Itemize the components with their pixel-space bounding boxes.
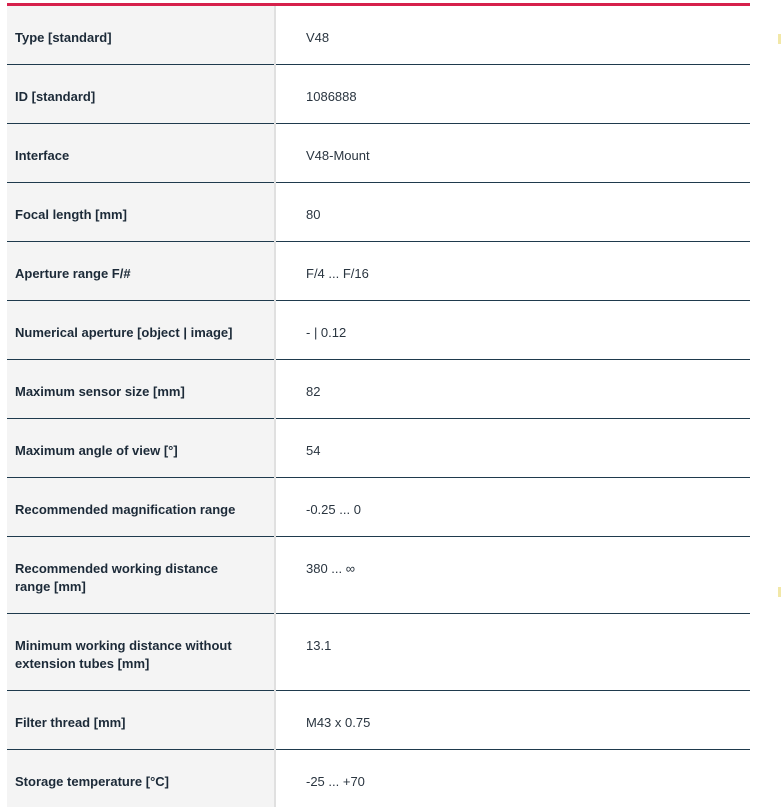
spec-label: Type [standard] bbox=[7, 5, 275, 65]
table-row bbox=[7, 614, 750, 691]
table-row bbox=[7, 478, 750, 537]
spec-value: - | 0.12 bbox=[275, 301, 750, 360]
table-row bbox=[7, 242, 750, 301]
spec-label: Recommended working distance range [mm] bbox=[7, 537, 275, 614]
spec-label: Focal length [mm] bbox=[7, 183, 275, 242]
table-row bbox=[7, 301, 750, 360]
table-row bbox=[7, 750, 750, 807]
spec-value: M43 x 0.75 bbox=[275, 691, 750, 750]
spec-value: 82 bbox=[275, 360, 750, 419]
spec-table bbox=[7, 3, 750, 807]
spec-value: -25 ... +70 bbox=[275, 750, 750, 807]
table-row bbox=[7, 691, 750, 750]
spec-label: Maximum sensor size [mm] bbox=[7, 360, 275, 419]
spec-label: Numerical aperture [object | image] bbox=[7, 301, 275, 360]
spec-label: Aperture range F/# bbox=[7, 242, 275, 301]
spec-label: Filter thread [mm] bbox=[7, 691, 275, 750]
spec-value: V48-Mount bbox=[275, 124, 750, 183]
spec-value: V48 bbox=[275, 5, 750, 65]
table-row bbox=[7, 419, 750, 478]
table-row bbox=[7, 124, 750, 183]
spec-value: 1086888 bbox=[275, 65, 750, 124]
spec-label: Maximum angle of view [°] bbox=[7, 419, 275, 478]
table-row bbox=[7, 360, 750, 419]
spec-value: F/4 ... F/16 bbox=[275, 242, 750, 301]
table-row bbox=[7, 65, 750, 124]
spec-value: 13.1 bbox=[275, 614, 750, 691]
table-row bbox=[7, 537, 750, 614]
spec-value: 380 ... ∞ bbox=[275, 537, 750, 614]
spec-label: Interface bbox=[7, 124, 275, 183]
spec-label: Minimum working distance without extension tubes [mm] bbox=[7, 614, 275, 691]
spec-label: Storage temperature [°C] bbox=[7, 750, 275, 807]
table-row bbox=[7, 183, 750, 242]
table-row bbox=[7, 5, 750, 65]
spec-label: ID [standard] bbox=[7, 65, 275, 124]
spec-value: 80 bbox=[275, 183, 750, 242]
spec-value: -0.25 ... 0 bbox=[275, 478, 750, 537]
spec-label: Recommended magnification range bbox=[7, 478, 275, 537]
spec-value: 54 bbox=[275, 419, 750, 478]
